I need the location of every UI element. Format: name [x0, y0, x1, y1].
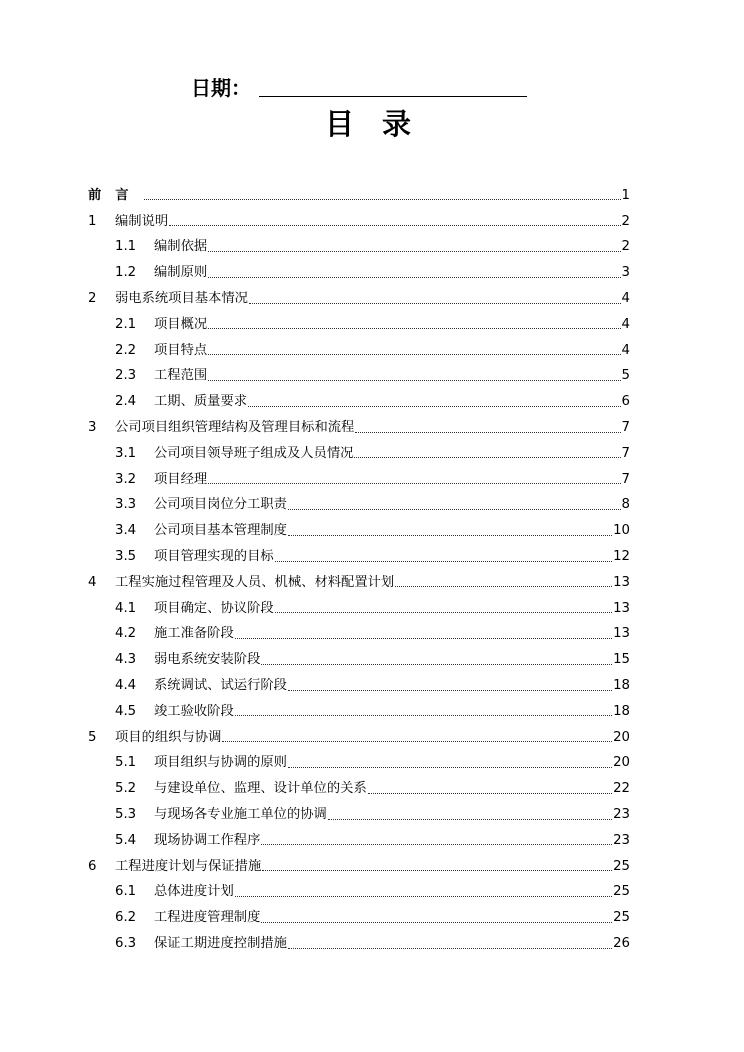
- toc-entry[interactable]: [88, 260, 630, 286]
- toc-entry-page: 25: [613, 858, 630, 874]
- toc-entry-page: 20: [613, 755, 630, 771]
- toc-entry-number: 3.3: [115, 497, 137, 513]
- toc-entry[interactable]: [88, 699, 630, 725]
- toc-entry[interactable]: [88, 776, 630, 802]
- toc-dot-leader: [261, 664, 612, 665]
- toc-dot-leader: [275, 612, 612, 613]
- toc-entry-number: 6.2: [115, 910, 137, 926]
- toc-entry-number: 5.2: [115, 781, 137, 797]
- toc-dot-leader: [208, 483, 620, 484]
- toc-entry-number: 6.1: [115, 884, 137, 900]
- toc-dot-leader: [208, 328, 620, 329]
- toc-entry[interactable]: [88, 931, 630, 957]
- toc-entry-page: 22: [613, 781, 630, 797]
- toc-entry-page: 18: [613, 703, 630, 719]
- toc-dot-leader: [261, 844, 612, 845]
- toc-entry-label: 竣工验收阶段: [154, 703, 234, 719]
- toc-entry-page: 7: [621, 445, 630, 461]
- toc-entry-label: 项目的组织与协调: [115, 729, 222, 745]
- toc-dot-leader: [208, 380, 620, 381]
- toc-entry-number: 4.1: [115, 600, 137, 616]
- toc-entry[interactable]: [88, 312, 630, 338]
- toc-entry-label: 工程实施过程管理及人员、机械、材料配置计划: [115, 574, 395, 590]
- toc-entry-label: 项目特点: [154, 342, 208, 358]
- toc-entry[interactable]: [88, 338, 630, 364]
- toc-dot-leader: [261, 922, 612, 923]
- toc-entry-page: 10: [613, 523, 630, 539]
- toc-entry-number: 2.3: [115, 368, 137, 384]
- toc-entry-page: 8: [621, 497, 630, 513]
- toc-dot-leader: [288, 535, 612, 536]
- toc-entry-page: 1: [621, 187, 630, 203]
- toc-entry-number: 1: [88, 213, 97, 229]
- toc-dot-leader: [288, 767, 612, 768]
- toc-entry-label: 项目概况: [154, 316, 208, 332]
- toc-entry-page: 7: [621, 471, 630, 487]
- toc-entry[interactable]: [88, 596, 630, 622]
- toc-entry-number: 2.4: [115, 394, 137, 410]
- toc-entry-label: 编制原则: [154, 265, 208, 281]
- toc-entry-number: 5: [88, 729, 97, 745]
- toc-entry-number: 5.3: [115, 807, 137, 823]
- toc-entry-page: 5: [621, 368, 630, 384]
- toc-entry-label: 弱电系统安装阶段: [154, 652, 261, 668]
- toc-entry-number: 3: [88, 420, 97, 436]
- toc-dot-leader: [328, 819, 612, 820]
- toc-entry-number: 4.2: [115, 626, 137, 642]
- toc-dot-leader: [354, 457, 620, 458]
- toc-entry[interactable]: [88, 570, 630, 596]
- toc-entry-number: 4.5: [115, 703, 137, 719]
- toc-entry-page: 4: [621, 316, 630, 332]
- toc-entry-label: 总体进度计划: [154, 884, 234, 900]
- toc-entry[interactable]: [88, 209, 630, 235]
- toc-entry-label: 项目确定、协议阶段: [154, 600, 274, 616]
- date-blank-underline: [259, 96, 527, 97]
- toc-dot-leader: [368, 793, 612, 794]
- toc-dot-leader: [288, 509, 621, 510]
- toc-dot-leader: [169, 225, 620, 226]
- toc-dot-leader: [288, 948, 612, 949]
- toc-entry-label: 工程进度管理制度: [154, 910, 261, 926]
- toc-entry-number: 2.1: [115, 316, 137, 332]
- toc-entry[interactable]: [88, 544, 630, 570]
- toc-entry-label: 弱电系统项目基本情况: [115, 291, 248, 307]
- toc-dot-leader: [144, 199, 621, 200]
- toc-entry-number: 2: [88, 291, 97, 307]
- toc-entry-label: 公司项目基本管理制度: [154, 523, 287, 539]
- toc-entry-label: 项目经理: [154, 471, 208, 487]
- toc-entry-page: 25: [613, 884, 630, 900]
- toc-entry-page: 2: [621, 213, 630, 229]
- toc-entry-page: 23: [613, 832, 630, 848]
- toc-entry[interactable]: [88, 854, 630, 880]
- toc-entry-label: 工期、质量要求: [154, 394, 248, 410]
- toc-dot-leader: [222, 741, 612, 742]
- toc-entry-page: 15: [613, 652, 630, 668]
- toc-entry-label: 编制依据: [154, 239, 208, 255]
- toc-entry-number: 5.4: [115, 832, 137, 848]
- toc-entry-page: 18: [613, 678, 630, 694]
- toc-entry-number: 1.1: [115, 239, 137, 255]
- toc-entry-page: 4: [621, 342, 630, 358]
- toc-dot-leader: [248, 406, 620, 407]
- toc-entry-label: 公司项目岗位分工职责: [154, 497, 287, 513]
- toc-dot-leader: [235, 638, 612, 639]
- toc-entry[interactable]: [88, 880, 630, 906]
- toc-dot-leader: [235, 896, 612, 897]
- toc-entry[interactable]: [88, 828, 630, 854]
- toc-entry-label: 公司项目领导班子组成及人员情况: [154, 445, 354, 461]
- toc-entry-number: 6.3: [115, 936, 137, 951]
- toc-entry-label: 系统调试、试运行阶段: [154, 678, 287, 694]
- toc-entry[interactable]: [88, 622, 630, 648]
- toc-entry-label: 施工准备阶段: [154, 626, 234, 642]
- table-of-contents: [88, 183, 630, 957]
- toc-entry-label: 项目管理实现的目标: [154, 549, 274, 565]
- toc-entry-page: 7: [621, 420, 630, 436]
- toc-entry-page: 25: [613, 910, 630, 926]
- toc-entry-label: 编制说明: [115, 213, 169, 229]
- toc-dot-leader: [355, 432, 620, 433]
- toc-entry[interactable]: [88, 751, 630, 777]
- toc-entry[interactable]: [88, 518, 630, 544]
- toc-entry-page: 2: [621, 239, 630, 255]
- toc-dot-leader: [275, 561, 612, 562]
- toc-entry[interactable]: [88, 673, 630, 699]
- toc-dot-leader: [288, 690, 612, 691]
- toc-dot-leader: [249, 303, 621, 304]
- toc-entry-number: 4.4: [115, 678, 137, 694]
- toc-entry[interactable]: [88, 415, 630, 441]
- toc-entry-label: 现场协调工作程序: [154, 832, 261, 848]
- toc-entry-number: 2.2: [115, 342, 137, 358]
- toc-entry-number: 3.2: [115, 471, 137, 487]
- toc-entry-label: 与现场各专业施工单位的协调: [154, 807, 327, 823]
- toc-dot-leader: [262, 870, 612, 871]
- toc-entry-number: 5.1: [115, 755, 137, 771]
- toc-entry-page: 13: [613, 626, 630, 642]
- toc-entry[interactable]: [88, 493, 630, 519]
- toc-entry-number: 4: [88, 574, 97, 590]
- toc-entry-label: 工程进度计划与保证措施: [115, 858, 262, 874]
- toc-entry-number: 6: [88, 858, 97, 874]
- toc-entry-page: 6: [621, 394, 630, 410]
- toc-entry-page: 13: [613, 600, 630, 616]
- toc-entry-page: 26: [613, 936, 630, 951]
- toc-dot-leader: [235, 715, 612, 716]
- toc-entry[interactable]: [88, 183, 630, 209]
- toc-entry-number: 3.4: [115, 523, 137, 539]
- toc-entry[interactable]: [88, 235, 630, 261]
- toc-entry[interactable]: [88, 467, 630, 493]
- toc-entry[interactable]: [88, 725, 630, 751]
- toc-entry-page: 4: [621, 291, 630, 307]
- toc-entry-label: 项目组织与协调的原则: [154, 755, 287, 771]
- toc-entry-page: 13: [613, 574, 630, 590]
- toc-dot-leader: [208, 277, 620, 278]
- page-title: 目录: [324, 107, 439, 141]
- toc-entry-label: 工程范围: [154, 368, 208, 384]
- toc-entry-label: 前言: [88, 187, 143, 203]
- toc-entry-number: 4.3: [115, 652, 137, 668]
- toc-entry-label: 与建设单位、监理、设计单位的关系: [154, 781, 367, 797]
- date-line: [0, 74, 744, 102]
- toc-dot-leader: [208, 354, 620, 355]
- toc-dot-leader: [395, 586, 612, 587]
- toc-entry[interactable]: [88, 364, 630, 390]
- toc-entry-label: 保证工期进度控制措施: [154, 936, 287, 951]
- toc-entry-page: 12: [613, 549, 630, 565]
- toc-entry[interactable]: [88, 905, 630, 931]
- toc-entry-number: 3.1: [115, 445, 137, 461]
- toc-dot-leader: [208, 251, 620, 252]
- toc-entry[interactable]: [88, 286, 630, 312]
- toc-entry-label: 公司项目组织管理结构及管理目标和流程: [115, 420, 355, 436]
- toc-entry[interactable]: [88, 647, 630, 673]
- toc-entry[interactable]: [88, 802, 630, 828]
- toc-entry-page: 3: [621, 265, 630, 281]
- toc-entry-page: 23: [613, 807, 630, 823]
- toc-entry-number: 1.2: [115, 265, 137, 281]
- toc-entry[interactable]: [88, 441, 630, 467]
- toc-entry-page: 20: [613, 729, 630, 745]
- toc-entry-number: 3.5: [115, 549, 137, 565]
- toc-entry[interactable]: [88, 389, 630, 415]
- date-label: 日期：: [191, 76, 251, 100]
